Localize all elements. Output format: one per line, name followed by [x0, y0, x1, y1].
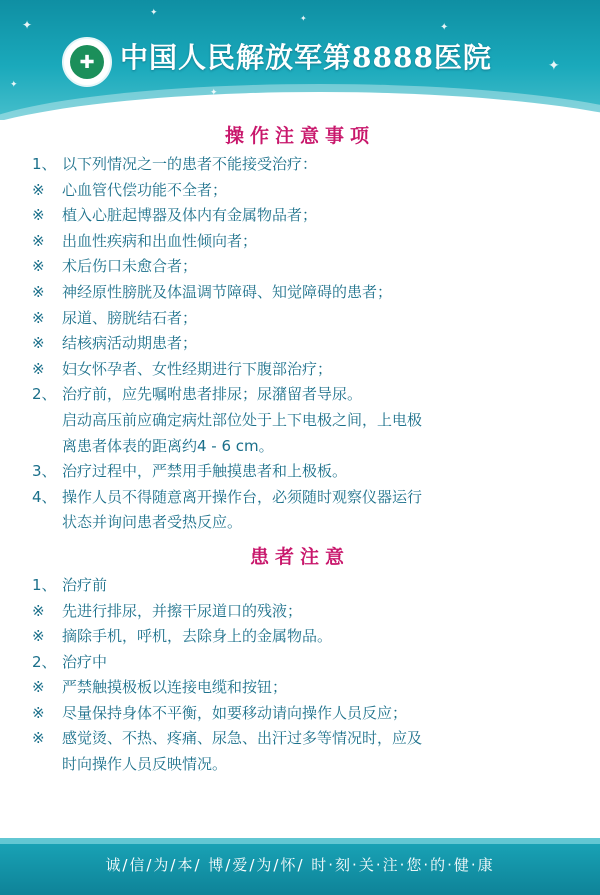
notice-text: 治疗中 [62, 652, 108, 671]
notice-text: 离患者体表的距离约4 - 6 cm。 [62, 436, 274, 455]
emblem-cross-icon: ✚ [70, 45, 104, 79]
notice-text: 心血管代偿功能不全者； [62, 180, 228, 199]
notice-text: 尿道、膀胱结石者； [62, 308, 198, 327]
notice-line [0, 573, 600, 599]
note-bullet: ※ [32, 729, 45, 748]
note-bullet: ※ [32, 257, 45, 276]
item-number: 4、 [32, 487, 57, 506]
notice-text: 状态并询问患者受热反应。 [62, 513, 243, 532]
item-number: 2、 [32, 385, 57, 404]
sparkle-icon: ✦ [10, 80, 18, 90]
item-number: 2、 [32, 652, 57, 671]
notice-line [0, 357, 600, 383]
notice-text: 以下列情况之一的患者不能接受治疗： [62, 155, 318, 173]
operation-notes-list [0, 152, 600, 536]
notice-text: 操作人员不得随意离开操作台，必须随时观察仪器运行 [62, 487, 423, 506]
notice-text: 妇女怀孕者、女性经期进行下腹部治疗； [62, 359, 333, 378]
notice-text: 时向操作人员反映情况。 [62, 755, 228, 774]
item-number: 1、 [32, 575, 57, 594]
section-title-patient: 患者注意 [249, 545, 350, 568]
note-bullet: ※ [32, 308, 45, 327]
note-bullet: ※ [32, 359, 45, 378]
notice-text: 治疗前，应先嘱咐患者排尿；尿潴留者导尿。 [62, 385, 363, 404]
notice-content [0, 120, 600, 778]
section-title-operation: 操作注意事项 [224, 125, 375, 147]
notice-line [0, 675, 600, 701]
hospital-name: 中国人民解放军第8888医院 [120, 41, 492, 74]
notice-text: 出血性疾病和出血性倾向者； [62, 231, 258, 250]
notice-text: 严禁触摸极板以连接电缆和按钮； [62, 678, 288, 697]
notice-line [0, 254, 600, 280]
note-bullet: ※ [32, 627, 45, 646]
notice-text: 治疗过程中，严禁用手触摸患者和上极板。 [62, 462, 348, 481]
item-number: 1、 [32, 155, 57, 173]
notice-line [0, 650, 600, 676]
notice-line [0, 152, 600, 178]
notice-line [0, 459, 600, 485]
item-number: 3、 [32, 462, 57, 481]
sparkle-icon: ✦ [150, 8, 158, 18]
notice-line [0, 701, 600, 727]
notice-line [0, 485, 600, 511]
notice-line [0, 726, 600, 752]
notice-text: 先进行排尿，并擦干尿道口的残液； [62, 601, 303, 620]
note-bullet: ※ [32, 703, 45, 722]
note-bullet: ※ [32, 206, 45, 225]
notice-line [0, 510, 600, 536]
note-bullet: ※ [32, 601, 45, 620]
notice-line [0, 229, 600, 255]
header-banner [0, 0, 600, 120]
notice-line [0, 280, 600, 306]
sparkle-icon: ✦ [210, 88, 218, 98]
notice-line [0, 752, 600, 778]
notice-text: 治疗前 [62, 575, 108, 594]
notice-line [0, 382, 600, 408]
sparkle-icon: ✦ [22, 18, 33, 32]
sparkle-icon: ✦ [548, 58, 560, 74]
note-bullet: ※ [32, 180, 45, 199]
footer-slogan: 诚/信/为/本/ 博/爱/为/怀/ 时·刻·关·注·您·的·健·康 [105, 856, 495, 874]
notice-text: 结核病活动期患者； [62, 334, 198, 353]
notice-text: 感觉烫、不热、疼痛、尿急、出汗过多等情况时，应及 [62, 729, 423, 748]
note-bullet: ※ [32, 334, 45, 353]
notice-line [0, 599, 600, 625]
notice-text: 植入心脏起博器及体内有金属物品者； [62, 206, 318, 225]
notice-text: 摘除手机，呼机，去除身上的金属物品。 [62, 627, 333, 646]
notice-line [0, 331, 600, 357]
sparkle-icon: ✦ [440, 22, 449, 33]
sparkle-icon: ✦ [300, 14, 307, 23]
hospital-emblem-icon [62, 37, 112, 87]
notice-line [0, 306, 600, 332]
notice-line [0, 203, 600, 229]
notice-text: 尽量保持身体不平衡，如要移动请向操作人员反应； [62, 703, 408, 722]
notice-line [0, 178, 600, 204]
notice-line [0, 408, 600, 434]
notice-text: 术后伤口未愈合者； [62, 257, 198, 276]
notice-line [0, 434, 600, 460]
footer-banner [0, 838, 600, 895]
notice-text: 神经原性膀胱及体温调节障碍、知觉障碍的患者； [62, 282, 393, 301]
note-bullet: ※ [32, 231, 45, 250]
note-bullet: ※ [32, 678, 45, 697]
notice-text: 启动高压前应确定病灶部位处于上下电极之间，上电极 [62, 410, 423, 429]
patient-notes-list [0, 573, 600, 778]
notice-line [0, 624, 600, 650]
footer-band [0, 838, 600, 844]
note-bullet: ※ [32, 282, 45, 301]
